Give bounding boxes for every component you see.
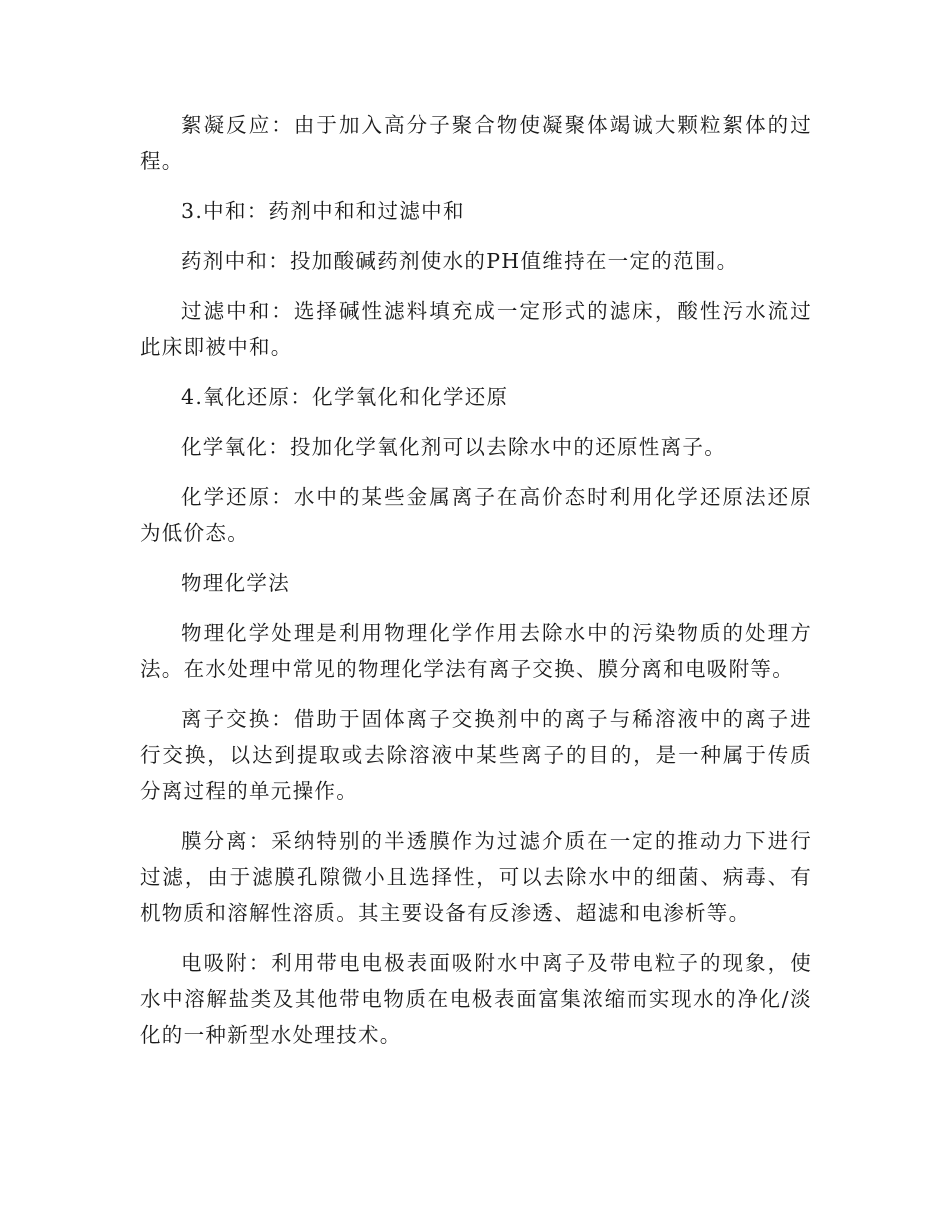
paragraph-chemical-oxidation: 化学氧化：投加化学氧化剂可以去除水中的还原性离子。	[181, 435, 726, 459]
paragraph-filter-neutralization: 过滤中和：选择碱性滤料填充成一定形式的滤床，酸性污水流过此床即被中和。	[140, 299, 812, 359]
paragraph-chemical-neutralization: 药剂中和：投加酸碱药剂使水的PH值维持在一定的范围。	[181, 249, 739, 273]
paragraph-ion-exchange: 离子交换：借助于固体离子交换剂中的离子与稀溶液中的离子进行交换，以达到提取或去除溶液中某些离子的目的，是一种属于传质分离过程的单元操作。	[140, 707, 812, 803]
paragraph-flocculation: 絮凝反应：由于加入高分子聚合物使凝聚体竭诚大颗粒絮体的过程。	[140, 113, 812, 173]
paragraph-physicochemical-intro: 物理化学处理是利用物理化学作用去除水中的污染物质的处理方法。在水处理中常见的物理化学法有离子交换、膜分离和电吸附等。	[140, 621, 812, 681]
paragraph-chemical-reduction: 化学还原：水中的某些金属离子在高价态时利用化学还原法还原为低价态。	[140, 485, 812, 545]
section-heading-redox: 4.氧化还原：化学氧化和化学还原	[181, 385, 509, 409]
document-body	[140, 107, 812, 1067]
section-heading-neutralization: 3.中和：药剂中和和过滤中和	[181, 199, 465, 223]
section-heading-physicochemical: 物理化学法	[181, 571, 290, 595]
paragraph-electrosorption: 电吸附：利用带电电极表面吸附水中离子及带电粒子的现象，使水中溶解盐类及其他带电物质在电极表面富集浓缩而实现水的净化/淡化的一种新型水处理技术。	[140, 951, 812, 1047]
paragraph-membrane-separation: 膜分离：采纳特别的半透膜作为过滤介质在一定的推动力下进行过滤，由于滤膜孔隙微小且选择性，可以去除水中的细菌、病毒、有机物质和溶解性溶质。其主要设备有反渗透、超滤和电渗析等。	[140, 829, 812, 925]
